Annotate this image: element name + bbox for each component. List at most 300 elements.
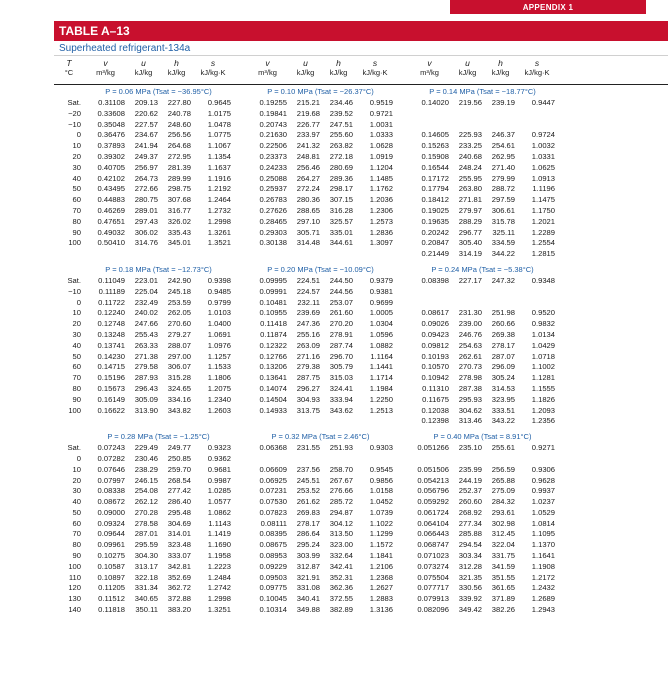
temperature-cell: −20	[68, 108, 81, 118]
table-cell	[484, 109, 517, 120]
table-cell: 316.77	[167, 205, 191, 215]
row-group	[246, 594, 395, 605]
column-unit: kJ/kg	[491, 68, 510, 77]
table-cell: 0.9303	[369, 443, 393, 453]
table-cell: 246.37	[491, 130, 515, 140]
row-group	[408, 352, 557, 363]
table-cell	[193, 249, 233, 260]
table-cell: 219.68	[296, 108, 320, 118]
table-cell: 1.1419	[207, 529, 231, 539]
table-cell: 253.07	[329, 297, 353, 307]
row-group	[408, 540, 557, 551]
table-row	[54, 497, 668, 508]
table-cell: 278.91	[329, 329, 353, 339]
row-group	[246, 238, 395, 249]
table-cell	[289, 416, 322, 427]
temperature-cell	[54, 249, 84, 260]
temperature-cell: 90	[72, 394, 81, 404]
table-cell	[408, 120, 451, 131]
table-cell: 240.78	[167, 108, 191, 118]
column-unit: kJ/kg·K	[200, 68, 226, 77]
table-cell: 0.33608	[97, 108, 125, 118]
table-cell: 302.98	[491, 518, 515, 528]
table-row	[54, 583, 668, 594]
table-cell: 0.9381	[369, 286, 393, 296]
table-cell: 0.19255	[259, 98, 287, 107]
temperature-cell: 0	[76, 130, 81, 140]
table-row	[54, 109, 668, 120]
row-group	[246, 529, 395, 540]
row-group	[246, 362, 395, 373]
temperature-cell: Sat.	[67, 275, 81, 285]
row-group	[408, 298, 557, 309]
temperature-cell: 110	[68, 572, 81, 582]
table-row	[54, 319, 668, 330]
table-cell: 295.24	[296, 540, 320, 550]
temperature-cell	[54, 416, 84, 427]
table-cell: 289.99	[167, 173, 191, 183]
table-cell: 0.9398	[207, 275, 231, 285]
table-cell: 0.056796	[417, 486, 449, 496]
table-cell: 230.46	[134, 453, 158, 463]
table-cell: 313.75	[296, 405, 320, 415]
table-cell: 279.97	[458, 205, 482, 215]
table-cell: 322.04	[491, 540, 515, 550]
table-cell: 0.08395	[259, 529, 287, 539]
table-cell: 270.28	[134, 507, 158, 517]
column-header	[355, 56, 395, 84]
table-cell: 1.1204	[369, 162, 393, 172]
pressure-label: P = 0.32 MPa (Tsat = 2.46°C)	[271, 432, 370, 442]
table-cell: 255.16	[296, 329, 320, 339]
table-cell: 0.20743	[259, 119, 287, 129]
table-cell: 262.05	[167, 308, 191, 318]
column-header	[451, 56, 484, 84]
row-group	[84, 476, 233, 487]
table-cell: 0.07823	[259, 507, 287, 517]
table-cell: 264.27	[296, 173, 320, 183]
table-cell: 0.07997	[97, 475, 125, 485]
table-cell: 296.27	[296, 383, 320, 393]
temperature-cell: 80	[72, 383, 81, 393]
table-cell: 339.92	[458, 594, 482, 604]
table-cell: 0.07646	[97, 464, 125, 474]
table-row	[54, 416, 668, 427]
row-group	[84, 319, 233, 330]
table-cell: 0.09423	[421, 329, 449, 339]
table-cell: 0.10275	[97, 551, 125, 561]
row-group	[84, 330, 233, 341]
temperature-cell: 30	[72, 486, 81, 496]
table-cell	[355, 454, 395, 465]
row-group	[246, 519, 395, 530]
temperature-cell: 70	[72, 529, 81, 539]
table-cell: 323.95	[491, 394, 515, 404]
table-row	[54, 287, 668, 298]
table-cell: 260.60	[458, 497, 482, 507]
table-cell: 224.51	[296, 275, 320, 285]
table-cell: 0.08953	[259, 551, 287, 561]
row-group	[84, 362, 233, 373]
table-cell: 0.19841	[259, 108, 287, 118]
table-cell	[517, 287, 557, 298]
table-cell: 1.2021	[531, 216, 555, 226]
row-group	[408, 573, 557, 584]
table-cell: 1.1022	[369, 518, 393, 528]
column-header	[246, 56, 289, 84]
table-cell: 1.2192	[207, 184, 231, 194]
row-group	[84, 486, 233, 497]
table-cell: 304.93	[296, 394, 320, 404]
table-cell: 344.61	[329, 238, 353, 248]
row-group	[84, 276, 233, 287]
row-group	[84, 573, 233, 584]
table-cell: 361.65	[491, 583, 515, 593]
table-cell: 372.55	[329, 594, 353, 604]
column-header	[127, 56, 160, 84]
table-cell: 1.1485	[369, 173, 393, 183]
table-cell: 295.48	[167, 507, 191, 517]
table-row	[54, 276, 668, 287]
table-cell: 383.20	[167, 605, 191, 615]
table-cell: 313.90	[134, 405, 158, 415]
table-cell: 254.08	[134, 486, 158, 496]
row-group	[408, 373, 557, 384]
table-cell: 0.064104	[417, 518, 449, 528]
table-cell: 325.11	[492, 227, 515, 237]
column-unit: m³/kg	[258, 68, 277, 77]
table-cell: 1.3097	[369, 238, 393, 248]
table-cell: 1.2627	[369, 583, 393, 593]
table-cell: 1.2742	[207, 583, 231, 593]
table-cell: 280.75	[134, 195, 158, 205]
table-cell: 294.54	[458, 540, 482, 550]
row-group	[408, 152, 557, 163]
table-cell: 305.79	[329, 362, 353, 372]
table-cell: 285.72	[329, 497, 353, 507]
table-cell: 1.1555	[531, 383, 555, 393]
column-symbol: u	[465, 58, 470, 68]
table-cell: 239.69	[296, 308, 320, 318]
table-cell: 0.14074	[259, 383, 287, 393]
pressure-label: P = 0.20 MPa (Tsat = −10.09°C)	[267, 264, 374, 274]
table-cell: 0.054213	[417, 475, 449, 485]
table-cell: 262.61	[458, 351, 482, 361]
table-cell: 1.0529	[531, 507, 555, 517]
table-cell: 284.32	[491, 497, 515, 507]
row-group	[408, 98, 557, 109]
column-header	[160, 56, 193, 84]
table-cell: 0.12038	[421, 405, 449, 415]
table-cell: 287.38	[458, 383, 482, 393]
row-group	[84, 465, 233, 476]
temperature-cell: 10	[72, 464, 81, 474]
table-cell: 279.99	[491, 173, 515, 183]
table-cell: 321.35	[458, 572, 482, 582]
table-cell: 0.07282	[97, 453, 125, 463]
row-group	[408, 238, 557, 249]
row-group	[246, 276, 395, 287]
table-cell: 0.19635	[421, 216, 449, 226]
table-cell: 244.50	[329, 275, 353, 285]
temperature-cell: 20	[72, 151, 81, 161]
table-cell: 1.1281	[531, 373, 555, 383]
table-cell: 0.9485	[207, 286, 231, 296]
table-cell: 241.94	[134, 141, 158, 151]
table-row	[54, 406, 668, 417]
table-cell: 1.1067	[207, 141, 231, 151]
table-row	[54, 443, 668, 454]
table-cell: 0.07243	[97, 443, 125, 453]
row-group	[84, 217, 233, 228]
row-group	[246, 605, 395, 616]
row-group	[84, 562, 233, 573]
table-cell: 255.61	[491, 443, 515, 453]
row-group	[84, 605, 233, 616]
table-row	[54, 341, 668, 352]
table-cell: 1.0739	[369, 507, 393, 517]
table-cell: 0.12398	[421, 416, 449, 426]
temperature-cell: −10	[68, 119, 81, 129]
temperature-cell: 40	[72, 497, 81, 507]
table-cell: 314.48	[296, 238, 320, 248]
table-cell	[408, 454, 451, 465]
table-cell: 0.15196	[97, 373, 125, 383]
table-cell: 0.10587	[97, 561, 125, 571]
row-group	[246, 540, 395, 551]
table-cell: 343.22	[491, 416, 515, 426]
row-group	[246, 562, 395, 573]
table-cell: 0.10193	[421, 351, 449, 361]
table-cell: 1.0333	[369, 130, 393, 140]
row-group	[246, 395, 395, 406]
table-cell: 287.75	[296, 373, 320, 383]
table-cell: 312.28	[458, 561, 482, 571]
table-cell	[84, 249, 127, 260]
table-cell: 245.51	[296, 475, 320, 485]
table-cell: 247.36	[296, 319, 320, 329]
table-cell	[408, 298, 451, 309]
table-cell: 264.73	[134, 173, 158, 183]
table-row	[54, 486, 668, 497]
table-cell: 265.88	[491, 475, 515, 485]
table-cell: 227.57	[134, 119, 158, 129]
table-cell: 0.50410	[97, 238, 125, 248]
table-cell: 312.87	[296, 561, 320, 571]
table-cell: 333.07	[167, 551, 191, 561]
column-symbol: s	[372, 58, 378, 68]
table-cell: 287.74	[329, 340, 353, 350]
column-symbol: u	[303, 58, 308, 68]
table-cell: 351.55	[491, 572, 515, 582]
table-cell: 224.57	[296, 286, 320, 296]
row-group	[84, 98, 233, 109]
table-cell: 322.18	[134, 572, 158, 582]
table-cell: 1.3251	[207, 605, 231, 615]
table-cell: 1.2289	[531, 227, 555, 237]
table-cell: 1.1257	[207, 351, 231, 361]
table-cell: 1.1826	[531, 394, 555, 404]
column-header	[484, 56, 517, 84]
row-group	[246, 152, 395, 163]
row-group	[84, 519, 233, 530]
table-cell: 276.66	[329, 486, 353, 496]
table-cell: 270.60	[167, 319, 191, 329]
table-cell: 307.15	[329, 195, 353, 205]
appendix-label: APPENDIX 1	[522, 2, 574, 12]
table-row	[54, 174, 668, 185]
row-group	[84, 163, 233, 174]
table-cell: 0.35048	[97, 119, 125, 129]
table-cell: 1.2250	[369, 394, 393, 404]
table-cell: 268.54	[167, 475, 191, 485]
table-cell	[193, 416, 233, 427]
table-cell: 272.95	[167, 151, 191, 161]
table-cell: 1.2036	[369, 195, 393, 205]
table-cell: 1.2689	[531, 594, 555, 604]
table-cell: 1.2172	[531, 572, 555, 582]
table-cell: 1.2093	[531, 405, 555, 415]
table-cell: 314.01	[167, 529, 191, 539]
column-unit: kJ/kg	[458, 68, 477, 77]
table-row	[54, 298, 668, 309]
table-cell: 1.0032	[531, 141, 555, 151]
table-cell: 278.58	[134, 518, 158, 528]
table-cell: 0.08672	[97, 497, 125, 507]
temperature-cell: 90	[72, 227, 81, 237]
table-cell	[160, 416, 193, 427]
column-header	[84, 56, 127, 84]
row-group	[246, 249, 395, 260]
pressure-row	[54, 263, 668, 276]
table-cell	[517, 298, 557, 309]
table-cell: 1.2075	[207, 383, 231, 393]
table-cell: 296.77	[458, 227, 482, 237]
table-cell: 314.19	[458, 249, 482, 259]
table-cell: 1.0031	[369, 119, 393, 129]
temperature-cell: 70	[72, 205, 81, 215]
table-cell: 1.2368	[369, 572, 393, 582]
temperature-cell: 40	[72, 173, 81, 183]
table-cell: 1.1690	[207, 540, 231, 550]
table-cell	[517, 109, 557, 120]
table-cell: 372.88	[167, 594, 191, 604]
row-group	[84, 583, 233, 594]
table-cell	[451, 120, 484, 131]
table-cell: 0.077717	[417, 583, 449, 593]
temperature-cell: 30	[72, 162, 81, 172]
row-group	[408, 330, 557, 341]
table-cell: 0.37893	[97, 141, 125, 151]
table-cell: 0.13641	[259, 373, 287, 383]
row-group	[408, 454, 557, 465]
table-cell	[160, 249, 193, 260]
table-cell: 233.97	[296, 130, 320, 140]
table-cell: 296.09	[491, 362, 515, 372]
temperature-cell: 40	[72, 340, 81, 350]
table-cell: 313.46	[458, 416, 482, 426]
table-cell: 0.9323	[207, 443, 231, 453]
table-cell: 321.91	[296, 572, 320, 582]
table-cell: 0.16544	[421, 162, 449, 172]
table-cell: 0.14605	[421, 130, 449, 140]
table-cell: 0.9681	[207, 464, 231, 474]
table-cell: 334.16	[167, 394, 191, 404]
row-group	[246, 497, 395, 508]
row-group	[84, 341, 233, 352]
table-cell: 0.9799	[207, 297, 231, 307]
table-cell: 294.87	[329, 507, 353, 517]
row-group	[84, 152, 233, 163]
table-cell: 288.29	[458, 216, 482, 226]
row-group	[408, 228, 557, 239]
table-cell: 326.02	[167, 216, 191, 226]
table-cell: 263.80	[458, 184, 482, 194]
row-group	[408, 465, 557, 476]
pressure-row	[54, 85, 668, 98]
temperature-cell: 60	[72, 362, 81, 372]
table-cell: 226.77	[296, 119, 320, 129]
table-cell: 259.70	[167, 464, 191, 474]
table-cell: 0.06925	[259, 475, 287, 485]
table-cell: 252.37	[458, 486, 482, 496]
table-cell: 246.76	[458, 329, 482, 339]
table-cell: 334.59	[491, 238, 515, 248]
table-cell: 0.14230	[97, 351, 125, 361]
table-cell: 0.19025	[421, 205, 449, 215]
table-cell: 285.88	[458, 529, 482, 539]
column-symbol: s	[534, 58, 540, 68]
table-cell: 333.51	[491, 405, 515, 415]
column-unit: kJ/kg·K	[362, 68, 388, 77]
table-cell: 1.0814	[531, 518, 555, 528]
table-cell: 0.082096	[417, 605, 449, 615]
table-cell: 247.66	[134, 319, 158, 329]
table-cell: 220.62	[134, 108, 158, 118]
table-cell	[451, 287, 484, 298]
row-group	[246, 416, 395, 427]
table-cell: 256.46	[296, 162, 320, 172]
table-row	[54, 120, 668, 131]
table-cell: 305.40	[458, 238, 482, 248]
column-symbol: v	[265, 58, 270, 68]
table-row	[54, 395, 668, 406]
column-header	[289, 56, 322, 84]
row-group	[408, 120, 557, 131]
table-cell: 1.1196	[532, 184, 555, 194]
table-cell: 278.17	[491, 340, 515, 350]
row-group	[84, 551, 233, 562]
row-group	[408, 362, 557, 373]
row-group	[246, 406, 395, 417]
row-group	[246, 184, 395, 195]
table-cell: 0.18412	[421, 195, 449, 205]
pressure-block	[54, 263, 668, 430]
row-group	[408, 384, 557, 395]
table-row	[54, 362, 668, 373]
row-group	[84, 416, 233, 427]
table-cell: 240.68	[458, 151, 482, 161]
table-cell: 242.90	[167, 275, 191, 285]
table-cell: 0.051506	[417, 464, 449, 474]
table-cell: 0.20242	[421, 227, 449, 237]
table-cell: 304.62	[458, 405, 482, 415]
table-cell: 231.55	[296, 443, 320, 453]
temperature-cell: 80	[72, 540, 81, 550]
table-cell: 270.73	[458, 362, 482, 372]
table-cell: 0.10897	[97, 572, 125, 582]
temperature-cell: 140	[68, 605, 81, 615]
